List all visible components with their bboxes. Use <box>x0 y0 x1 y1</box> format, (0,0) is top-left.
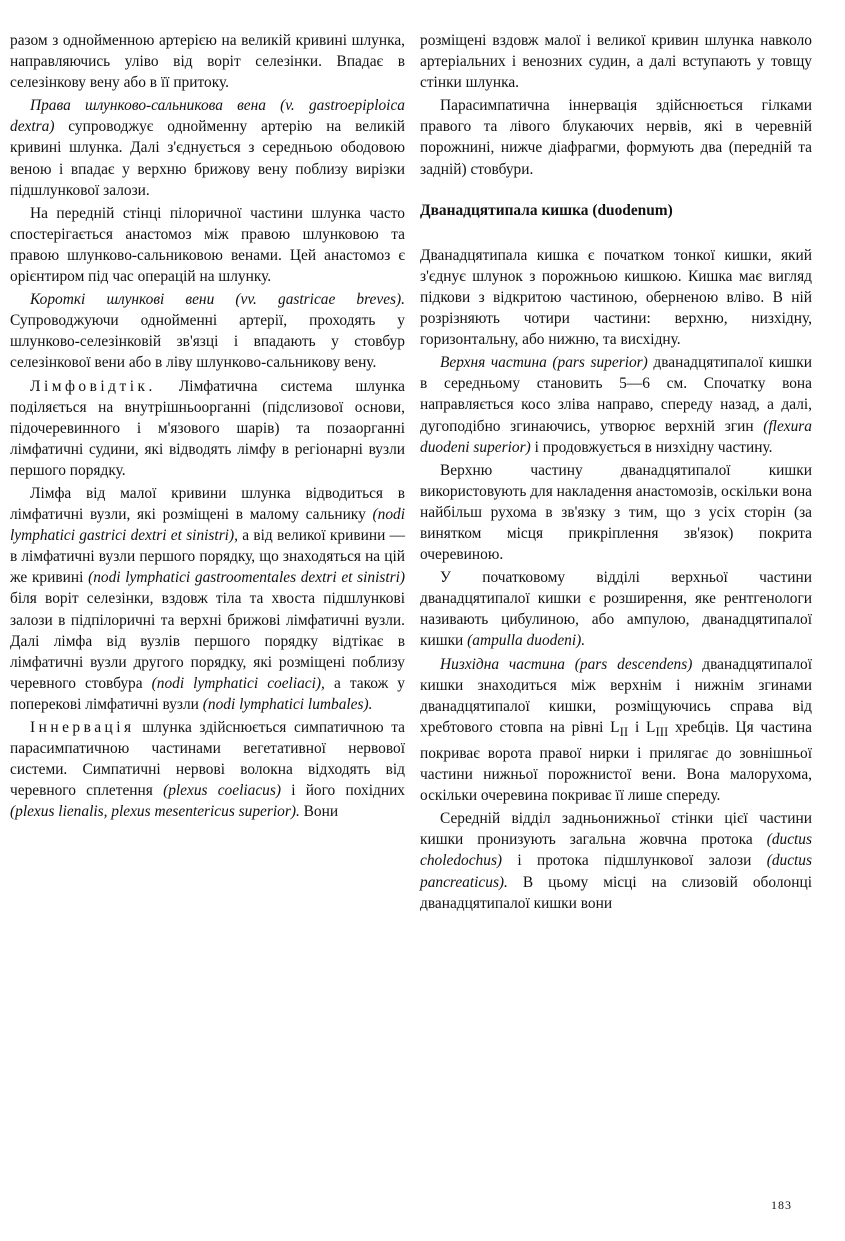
text: дванадцятипалої кишки в середньому становить 5—6 см. Спочатку вона направляється косо зліва направо, спереду назад, а далі, дугоподібно згинаючись, утворює верхній згин <box>420 354 813 435</box>
page-number: 183 <box>771 1198 792 1212</box>
text: дванадцятипалої кишки знаходиться між верхнім і нижнім згинами дванадцятипалої кишки, розміщуючись справа від хребтового стовпа на рівні L <box>420 655 813 736</box>
paragraph: Дванадцятипала кишка є початком тонкої кишки, який з'єднує шлунок з порожньою кишкою. Кишка має вигляд підкови з відкритою частиною, оберненою вліво. В ній розрізняють чотири частини: верхню, низхідну, горизонтальну, або нижню, та висхідну. <box>420 246 812 349</box>
paragraph <box>10 289 405 373</box>
text: шлунка здійснюється симпатичною та парасимпатичною частинами вегетативної нервової системи. Симпатичні нервові волокна відходять від черевного сплетення <box>10 719 405 800</box>
text: Лімфа від малої кривини шлунка відводиться в лімфатичні вузли, які розміщені в малому сальнику <box>10 484 405 524</box>
text: супроводжує однойменну артерію на великій кривині шлунка. Далі з'єднується з середньою ободовою веною і впадає у верхню брижову вену поблизу вирізки підшлункової залози. <box>10 118 405 199</box>
text: і продовжується в низхідну частину. <box>530 438 773 456</box>
latin-term: (plexus lienalis, plexus mesentericus superior). <box>10 803 300 821</box>
text: Середній відділ задньонижньої стінки цієї частини кишки пронизують загальна жовчна протока <box>420 810 812 849</box>
text: Супроводжуючи однойменні артерії, проходять у шлунково-селезінковій зв'язці і впадають у стовбур селезінкової вени або в ліву шлунково-сальникову вену. <box>10 312 405 372</box>
text: Лімфатична система шлунка поділяється на внутрішньоорганні (підслизової основи, підочеревинного і м'язового шарів) та позаорганні лімфатичні судини, які відводять лімфу в регіонарні вузли першого порядку. <box>10 377 405 479</box>
spaced-term: Лімфовідтік. <box>30 377 156 395</box>
latin-term: (ductus pancreaticus). <box>420 852 812 891</box>
text: Вони <box>299 803 339 821</box>
text: а від великої кривини — в лімфатичні вузли першого порядку, що знаходяться на цій же кривині <box>10 527 405 587</box>
paragraph: Парасимпатична іннервація здійснюється гілками правого та лівого блукаючих нервів, які в черевній порожнині, нижче діафрагми, формують два (передній та задній) стовбури. <box>420 97 812 178</box>
paragraph <box>420 567 812 651</box>
paragraph: розміщені вздовж малої і великої кривин шлунка навколо артеріальних і венозних судин, а далі вступають у товщу стінки шлунка. <box>420 32 812 92</box>
paragraph: Верхню частину дванадцятипалої кишки використовують для накладення анастомозів, оскільки вона найбільш рухома в зв'язку з тим, що з усіх сторін (за винятком місця прикріплення зв'язок) покрита очеревиною. <box>420 461 813 564</box>
latin-term: Низхідна частина (pars descendens) <box>440 655 693 673</box>
latin-term: Верхня частина (pars superior) <box>440 354 648 372</box>
latin-term: (nodi lymphatici gastroomentales dextri et sinistri) <box>88 569 406 587</box>
latin-term: Права шлунково-сальникова вена (v. gastroepiploica dextra) <box>10 97 405 136</box>
paragraph <box>10 717 405 822</box>
latin-term: (nodi lymphatici gastrici dextri et sinistri), <box>10 506 405 545</box>
subscript: III <box>655 724 669 739</box>
paragraph <box>10 483 405 715</box>
latin-term: (ampulla duodeni). <box>467 632 586 650</box>
paragraph: разом з однойменною артерією на великій кривині шлунка, направляючись уліво від воріт селезінки. Впадає в селезінкову вену або в її притоку. <box>10 32 405 92</box>
paragraph <box>420 808 812 913</box>
latin-term: (flexura duodeni superior) <box>420 417 812 456</box>
text: В цьому місці на слизовій оболонці дванадцятипалої кишки вони <box>420 873 812 912</box>
paragraph: На передній стінці пілоричної частини шлунка часто спостерігається анастомоз між правою шлунковою та правою шлунково-сальниковою венами. Цей анастомоз є орієнтиром під час операцій на шлунку. <box>10 204 405 286</box>
text: хребців. Ця частина покриває ворота правої нирки і прилягає до зовнішньої частини нижньої порожнистої вени. Вона малорухома, оскільки очеревина покриває її лише спереду. <box>420 718 812 805</box>
left-column <box>10 30 405 824</box>
text: і L <box>628 718 656 736</box>
latin-term: (nodi lymphatici lumbales). <box>202 695 373 713</box>
paragraph <box>420 352 812 457</box>
text: і його похідних <box>280 782 405 800</box>
text: У початковому відділі верхньої частини дванадцятипалої кишки є розширення, яке рентгенологи називають цибулиною, або ампулою, дванадцятипалої кишки <box>420 569 812 650</box>
text: а також у поперекові лімфатичні вузли <box>10 674 405 713</box>
text: біля воріт селезінки, вздовж тіла та хвоста підшлункові залози в підпілоричні та верхні брижові лімфатичні вузли. Далі лімфа від вузлів першого порядку відтікає в лімфатичні вузли другого порядку, які розміщені поблизу черевного стовбура <box>10 590 405 692</box>
latin-term: (ductus choledochus) <box>420 831 812 870</box>
latin-term: (plexus coeliacus) <box>163 782 281 800</box>
latin-term: (nodi lymphatici coeliaci), <box>151 674 325 692</box>
text: і протока підшлункової залози <box>502 852 767 870</box>
paragraph <box>10 376 405 481</box>
paragraph <box>420 654 812 807</box>
latin-term: Короткі шлункові вени (vv. gastricae breves). <box>30 291 405 309</box>
right-column <box>420 30 812 916</box>
section-heading: Дванадцятипала кишка (duodenum) <box>420 201 673 219</box>
paragraph <box>10 95 405 200</box>
spaced-term: Іннервація <box>30 719 135 736</box>
subscript: II <box>619 724 629 739</box>
